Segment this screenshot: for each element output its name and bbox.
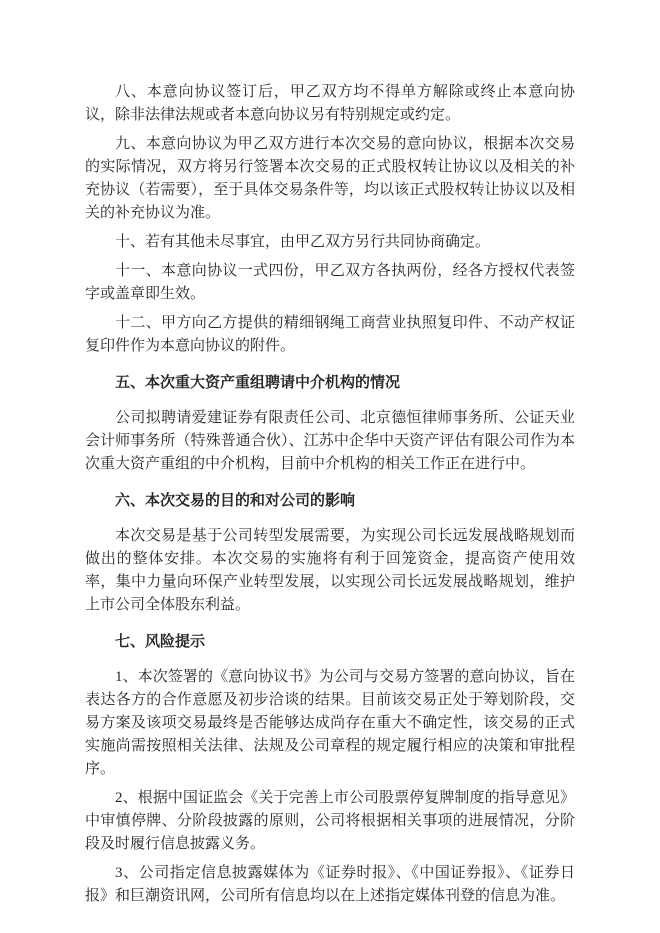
clause-paragraph-12: 十二、甲方向乙方提供的精细钢绳工商营业执照复印件、不动产权证复印件作为本意向协议的附件。 <box>85 315 575 354</box>
section-heading-5: 五、本次重大资产重组聘请中介机构的情况 <box>115 375 401 391</box>
risk-item-1-paragraph: 1、本次签署的《意向协议书》为公司与交易方签署的意向协议，旨在表达各方的合作意愿及初步洽谈的结果。目前该交易正处于筹划阶段，交易方案及该项交易最终是否能够达成尚存在重大不确定性，该交易的正式实施尚需按照相关法律、法规及公司章程的规定履行相应的决策和审批程序。 <box>85 669 575 777</box>
risk-item-2-paragraph: 2、根据中国证监会《关于完善上市公司股票停复牌制度的指导意见》中审慎停牌、分阶段披露的原则，公司将根据相关事项的进展情况，分阶段及时履行信息披露义务。 <box>85 790 575 852</box>
section-5-paragraph: 公司拟聘请爱建证券有限责任公司、北京德恒律师事务所、公证天业会计师事务所（特殊普通合伙）、江苏中企华中天资产评估有限公司作为本次重大资产重组的中介机构，目前中介机构的相关工作正在进行中。 <box>85 410 575 472</box>
clause-paragraph-9: 九、本意向协议为甲乙双方进行本次交易的意向协议，根据本次交易的实际情况，双方将另行签署本次交易的正式股权转让协议以及相关的补充协议（若需要），至于具体交易条件等，均以该正式股权转让协议以及相关的补充协议为准。 <box>85 136 575 221</box>
section-6-paragraph: 本次交易是基于公司转型发展需要，为实现公司长远发展战略规划而做出的整体安排。本次交易的实施将有利于回笼资金，提高资产使用效率，集中力量向环保产业转型发展，以实现公司长远发展战略规划，维护上市公司全体股东利益。 <box>85 528 575 613</box>
section-heading-7: 七、风险提示 <box>115 634 206 650</box>
clause-paragraph-11: 十一、本意向协议一式四份，甲乙双方各执两份，经各方授权代表签字或盖章即生效。 <box>85 263 575 302</box>
risk-item-3-paragraph: 3、公司指定信息披露媒体为《证券时报》、《中国证券报》、《证券日报》和巨潮资讯网，公司所有信息均以在上述指定媒体刊登的信息为准。 <box>85 865 575 904</box>
section-heading-6: 六、本次交易的目的和对公司的影响 <box>115 493 356 509</box>
clause-paragraph-8: 八、本意向协议签订后，甲乙双方均不得单方解除或终止本意向协议，除非法律法规或者本意向协议另有特别规定或约定。 <box>85 84 575 123</box>
clause-paragraph-10: 十、若有其他未尽事宜，由甲乙双方另行共同协商确定。 <box>115 234 491 250</box>
